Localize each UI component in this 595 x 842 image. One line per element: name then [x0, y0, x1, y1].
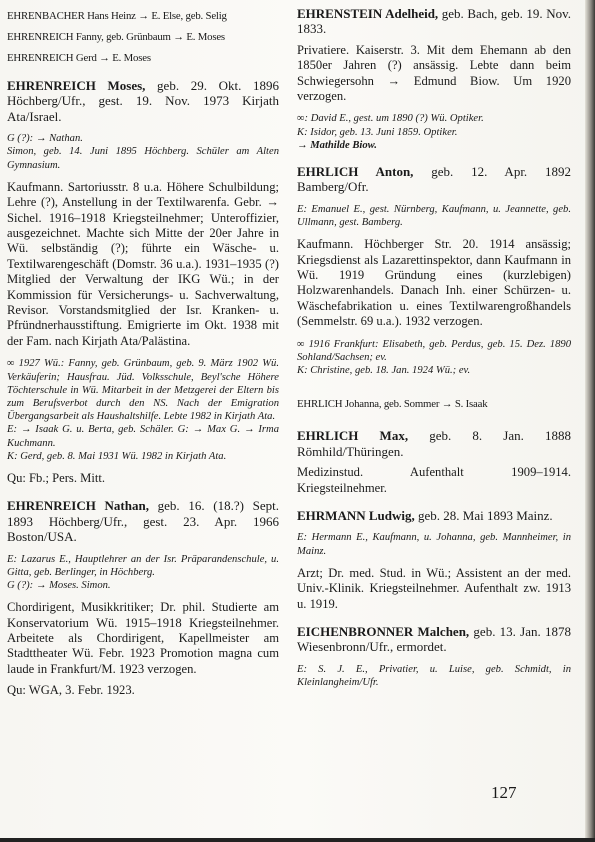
family-notes	[297, 203, 571, 229]
family-line: Simon, geb. 14. Juni 1895 Höchberg. Schüler am Alten Gymnasium.	[7, 146, 279, 171]
entry-name: EHRENREICH Nathan,	[7, 498, 149, 514]
entry-dates: geb. 28. Mai 1893 Mainz.	[418, 507, 553, 523]
family-line: E: Emanuel E., gest. Nürnberg, Kaufmann, u. Jeannette, geb. Ullmann, gest. Bamberg.	[297, 203, 571, 229]
cross-reference: EHRENBACHER Hans Heinz → E. Else, geb. Selig	[7, 10, 227, 22]
left-column	[7, 6, 279, 705]
entry-ehrenstein-adelheid	[297, 6, 571, 152]
entry-name: EHRMANN Ludwig,	[297, 507, 415, 523]
page-number: 127	[491, 783, 517, 802]
entry-eichenbronner-malchen	[297, 624, 571, 689]
entry-name: EHRENREICH Moses,	[7, 78, 146, 93]
family-notes	[297, 663, 571, 689]
entry-body: Privatiere. Kaiserstr. 3. Mit dem Ehemann ab den 1850er Jahren (?) ansässig. Lebte dann beim Schwiegersohn → Edmund Biow. Um 1920 verzogen.	[297, 42, 571, 104]
entry-name: EHRLICH Max,	[297, 428, 409, 444]
entry-dates: geb. Bach, geb. 19. Nov. 1833.	[297, 6, 572, 37]
page-gutter-edge	[585, 0, 595, 842]
entry-dates: geb. 8. Jan. 1888 Römhild/Thüringen.	[297, 428, 572, 459]
entry-heading	[297, 164, 571, 195]
entry-heading	[7, 78, 279, 124]
family-line: G (?): → Moses. Simon.	[7, 579, 111, 591]
family-notes	[7, 357, 279, 463]
entry-body: Kaufmann. Höchberger Str. 20. 1914 ansässig; Kriegsdienst als Lazarettinspektor, dann Kaufmann in Wü. 1919 Gründung eines (kurzlebigen) Holzwarenhandels. Danach Inh. einer Schürzen- u. Wäschefabrikation u. eines Textilwarengroßhandels (Semmelstr. 69 u.a.). 1932 verzogen.	[297, 237, 571, 329]
entry-dates: geb. 12. Apr. 1892 Bamberg/Ofr.	[297, 164, 571, 195]
family-notes	[297, 112, 571, 152]
cross-reference: EHRENREICH Gerd → E. Moses	[7, 52, 151, 64]
family-line: → Mathilde Biow.	[297, 139, 377, 151]
entry-body: Chordirigent, Musikkritiker; Dr. phil. Studierte am Konservatorium Wü. 1915–1918 Kriegsteilnehmer. Arbeitete als Chordirigent, Kapellmeister am Stadttheater Wü. Febr. 1923 Promotion magna cum laude in Frankfurt/M. 1923 verzogen.	[7, 600, 279, 676]
entry-ehrlich-max	[297, 428, 571, 496]
entry-name: EHRLICH Anton,	[297, 164, 414, 180]
family-notes	[297, 338, 571, 378]
entry-name: EHRENSTEIN Adelheid,	[297, 6, 439, 21]
entry-heading	[297, 624, 571, 655]
entry-dates: geb. 16. (18.?) Sept. 1893 Höchberg/Ufr., gest. 23. Apr. 1966 Boston/USA.	[7, 498, 280, 545]
entry-ehrenreich-moses	[7, 78, 279, 486]
entry-name: EICHENBRONNER Malchen,	[297, 623, 470, 639]
entry-heading	[297, 6, 571, 37]
right-column	[297, 6, 571, 697]
family-notes	[297, 531, 571, 557]
entry-ehrmann-ludwig	[297, 508, 571, 612]
family-line: ∞ 1927 Wü.: Fanny, geb. Grünbaum, geb. 9. März 1902 Wü. Verkäuferin; Hausfrau. Jüd. Volksschule, Beyl'sche Höhere Töchterschule in Wü. Mitarbeit in der Metzgerei der Eltern bis zum Berufsverbot durch den NS. Nach der Emigration Übergangsarbeit als Haushaltshilfe. Lebte 1982 in Kirjath Ata.	[7, 358, 279, 423]
family-notes	[7, 553, 279, 593]
family-line: K: Isidor, geb. 13. Juni 1859. Optiker.	[297, 126, 458, 138]
entry-heading	[297, 428, 571, 459]
entry-ehrlich-anton	[297, 164, 571, 377]
entry-dates: geb. 13. Jan. 1878 Wiesenbronn/Ufr., ermordet.	[297, 623, 571, 655]
family-line: ∞ 1916 Frankfurt: Elisabeth, geb. Perdus, geb. 15. Dez. 1890 Sohland/Sachsen; ev.	[297, 338, 571, 363]
family-line: ∞: David E., gest. um 1890 (?) Wü. Optiker.	[297, 113, 484, 125]
entry-dates: geb. 29. Okt. 1896 Höchberg/Ufr., gest. 19. Nov. 1973 Kirjath Ata/Israel.	[7, 78, 279, 124]
entry-sources: Qu: WGA, 3. Febr. 1923.	[7, 683, 135, 698]
family-line: E: Lazarus E., Hauptlehrer an der Isr. Präparandenschule, u. Gitta, geb. Berlinger, in Höchberg.	[7, 553, 279, 578]
family-line: K: Christine, geb. 18. Jan. 1924 Wü.; ev.	[297, 365, 471, 377]
entry-heading	[7, 498, 279, 544]
cross-reference: EHRLICH Johanna, geb. Sommer → S. Isaak	[297, 398, 488, 411]
family-line: E: → Isaak G. u. Berta, geb. Schäler. G: → Max G. → Irma Kuchmann.	[7, 424, 279, 449]
entry-body: Arzt; Dr. med. Stud. in Wü.; Assistent an der med. Univ.-Klinik. Kriegsteilnehmer. Aufenthalt zw. 1913 u. 1919.	[297, 565, 571, 611]
family-line: G (?): → Nathan.	[7, 133, 83, 145]
page-bottom-rule	[0, 838, 595, 842]
cross-reference: EHRENREICH Fanny, geb. Grünbaum → E. Moses	[7, 31, 225, 43]
entry-body: Medizinstud. Aufenthalt 1909–1914. Kriegsteilnehmer.	[297, 465, 571, 495]
family-line: E: Hermann E., Kaufmann, u. Johanna, geb. Mannheimer, in Mainz.	[297, 532, 571, 557]
entry-sources: Qu: Fb.; Pers. Mitt.	[7, 470, 105, 485]
entry-heading	[297, 508, 571, 523]
family-line: E: S. J. E., Privatier, u. Luise, geb. Schmidt, in Kleinlangheim/Ufr.	[297, 663, 571, 688]
entry-body: Kaufmann. Sartoriusstr. 8 u.a. Höhere Schulbildung; Lehre (?), Anstellung in der Textilwarenfa. Gebr. → Sichel. 1916–1918 Kriegsteilnehmer; Unteroffizier, ausgezeichnet. Machte sich Mitte der 20er Jahre in Wü. selbständig (?); führte ein Wäsche- u. Textilwarengeschäft (Domstr. 36 u.a.). 1931–1935 (?) Mitglied der Verwaltung der IKG Wü.; in der Kommission für Versicherungs- u. Sachverwaltung, Revisor. Vorstandsmitglied der Isr. Kranken- u. Pfründnerhausstiftung. Emigrierte im Okt. 1938 mit der Fam. nach Kirjath Ata/Palästina.	[7, 179, 279, 348]
family-line: K: Gerd, geb. 8. Mai 1931 Wü. 1982 in Kirjath Ata.	[7, 450, 227, 462]
family-notes	[7, 132, 279, 172]
entry-ehrenreich-nathan	[7, 498, 279, 698]
